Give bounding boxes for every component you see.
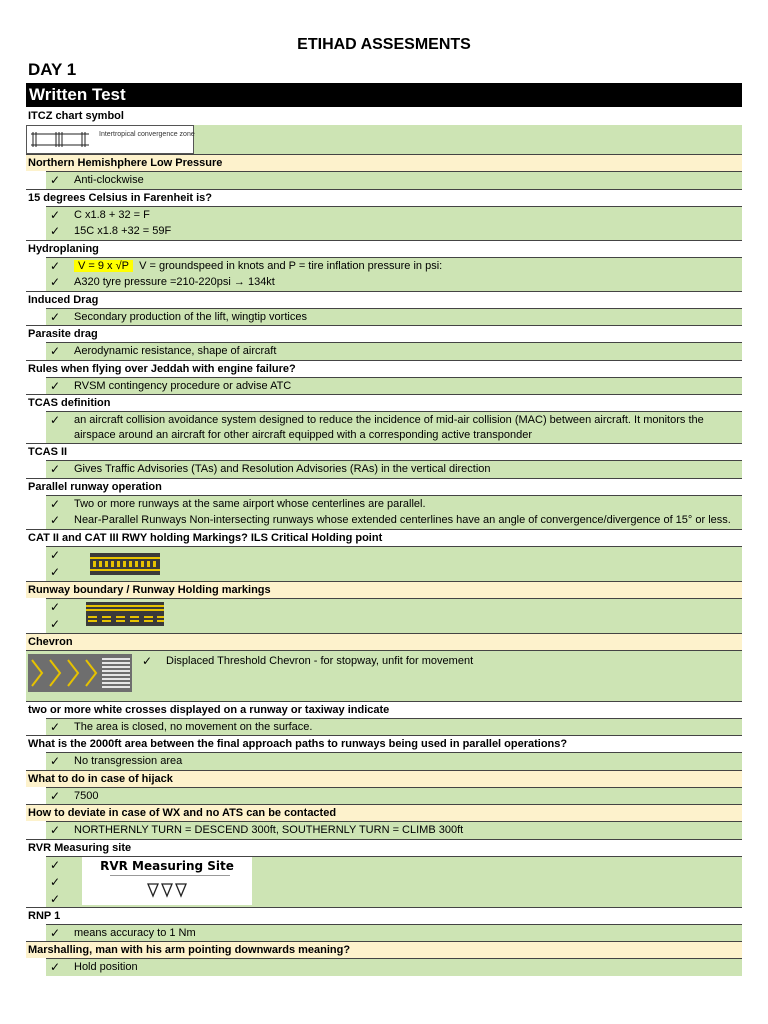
question-celsius: 15 degrees Celsius in Farenheit is? [26,189,742,206]
answer-tcas-definition [46,411,742,443]
check-icon: ✓ [50,224,61,238]
answer-text: Near-Parallel Runways Non-intersecting runways whose extended centerlines have an angle of convergence/divergence of 15° or less. [74,514,731,526]
answer-text: RVSM contingency procedure or advise ATC [74,379,292,392]
answer-text: Aerodynamic resistance, shape of aircraft [74,345,277,357]
question-tcas-definition: TCAS definition [26,394,742,411]
check-icon: ✓ [50,857,61,872]
answer-cat-holding [46,546,742,581]
itcz-symbol-icon [29,126,91,153]
answer-text: No transgression area [74,755,183,767]
answer-2000ft-area [46,752,742,770]
question-cat-holding: CAT II and CAT III RWY holding Markings? ILS Critical Holding point [26,529,742,546]
answer-hijack [46,787,742,805]
question-wx-deviation: How to deviate in case of WX and no ATS can be contacted [26,804,742,821]
question-rvr-site: RVR Measuring site [26,839,742,856]
ils-holding-marking-icon [90,553,160,575]
question-2000ft-area: What is the 2000ft area between the final approach paths to runways being used in parallel operations? [26,735,742,752]
answer-induced-drag [46,308,742,326]
rvr-site-image [82,857,252,905]
answer-text: The area is closed, no movement on the surface. [74,720,313,733]
check-icon: ✓ [50,275,61,289]
itcz-image-label: Intertropical convergence zone [99,131,195,138]
check-icon: ✓ [50,788,61,803]
check-icon: ✓ [50,378,61,393]
answer-text: 15C x1.8 +32 = 59F [74,225,172,237]
answer-text: V = groundspeed in knots and P = tire inflation pressure in psi: [139,259,443,272]
check-icon: ✓ [50,462,61,476]
answer-wx-deviation [46,821,742,839]
hydroplaning-formula: V = 9 x √P [74,260,133,272]
answer-parallel-runway [46,495,742,529]
check-icon: ✓ [50,564,61,579]
answer-text: an aircraft collision avoidance system designed to reduce the incidence of mid-air collision (MAC) between aircraft. It monitors the airspace around an aircraft for other aircraft equipped with a corresponding active transponder [74,414,704,441]
answer-text: Anti-clockwise [74,174,144,186]
answer-hydroplaning [46,257,742,291]
answer-tcas-ii [46,460,742,478]
runway-holding-marking-icon [86,602,164,626]
check-icon: ✓ [50,874,61,889]
document-title: ETIHAD ASSESMENTS [297,36,471,53]
check-icon: ✓ [50,599,61,614]
answer-text: Secondary production of the lift, wingtip vortices [74,310,307,323]
answer-text: A320 tyre pressure =210-220psi → 134kt [74,276,275,288]
question-parallel-runway: Parallel runway operation [26,478,742,495]
check-icon: ✓ [50,616,61,631]
check-icon: ✓ [50,719,61,734]
itcz-chart-symbol-image [26,125,194,154]
answer-celsius [46,206,742,240]
answer-text: Hold position [74,961,138,973]
answer-marshalling [46,958,742,976]
answer-northern-hemisphere [46,171,742,189]
question-jeddah: Rules when flying over Jeddah with engine failure? [26,360,742,377]
answer-runway-boundary [46,598,742,633]
question-white-crosses: two or more white crosses displayed on a runway or taxiway indicate [26,701,742,718]
answer-chevron [26,650,742,701]
answer-text: NORTHERNLY TURN = DESCEND 300ft, SOUTHERNLY TURN = CLIMB 300ft [74,824,464,836]
chevron-marking-icon [28,654,132,692]
check-icon: ✓ [50,754,61,768]
answer-white-crosses [46,718,742,736]
question-chevron: Chevron [26,633,742,650]
question-marshalling: Marshalling, man with his arm pointing downwards meaning? [26,941,742,958]
question-rnp-1: RNP 1 [26,907,742,924]
question-parasite-drag: Parasite drag [26,325,742,342]
check-icon: ✓ [50,891,61,906]
answer-parasite-drag [46,342,742,360]
answer-jeddah [46,377,742,395]
check-icon: ✓ [142,653,153,668]
check-icon: ✓ [50,823,61,837]
check-icon: ✓ [50,309,61,324]
answer-text: means accuracy to 1 Nm [74,926,196,939]
rvr-image-label: RVR Measuring Site [100,858,234,873]
check-icon: ✓ [50,547,61,562]
check-icon: ✓ [50,925,61,940]
check-icon: ✓ [50,258,61,273]
check-icon: ✓ [50,496,61,511]
check-icon: ✓ [50,960,61,974]
question-hijack: What to do in case of hijack [26,770,742,787]
question-itcz: ITCZ chart symbol [28,110,124,122]
answer-text: Displaced Threshold Chevron - for stopway, unfit for movement [166,654,474,667]
answer-text: 7500 [74,789,99,802]
assessment-sheet [26,108,742,976]
check-icon: ✓ [50,344,61,358]
section-banner: Written Test [26,83,742,107]
question-induced-drag: Induced Drag [26,291,742,308]
answer-text: Gives Traffic Advisories (TAs) and Resolution Advisories (RAs) in the vertical direction [74,463,491,475]
day-heading: DAY 1 [28,60,77,79]
answer-text: Two or more runways at the same airport whose centerlines are parallel. [74,497,426,510]
check-icon: ✓ [50,207,61,222]
answer-itcz [26,125,742,154]
check-icon: ✓ [50,513,61,527]
question-tcas-ii: TCAS II [26,443,742,460]
answer-text: C x1.8 + 32 = F [74,208,150,221]
rvr-symbol-icon [146,881,190,899]
answer-rvr-site [46,856,742,907]
question-northern-hemisphere: Northern Hemishphere Low Pressure [26,154,742,171]
question-runway-boundary: Runway boundary / Runway Holding markings [26,581,742,598]
check-icon: ✓ [50,173,61,187]
answer-rnp-1 [46,924,742,942]
check-icon: ✓ [50,413,61,427]
question-hydroplaning: Hydroplaning [26,240,742,257]
